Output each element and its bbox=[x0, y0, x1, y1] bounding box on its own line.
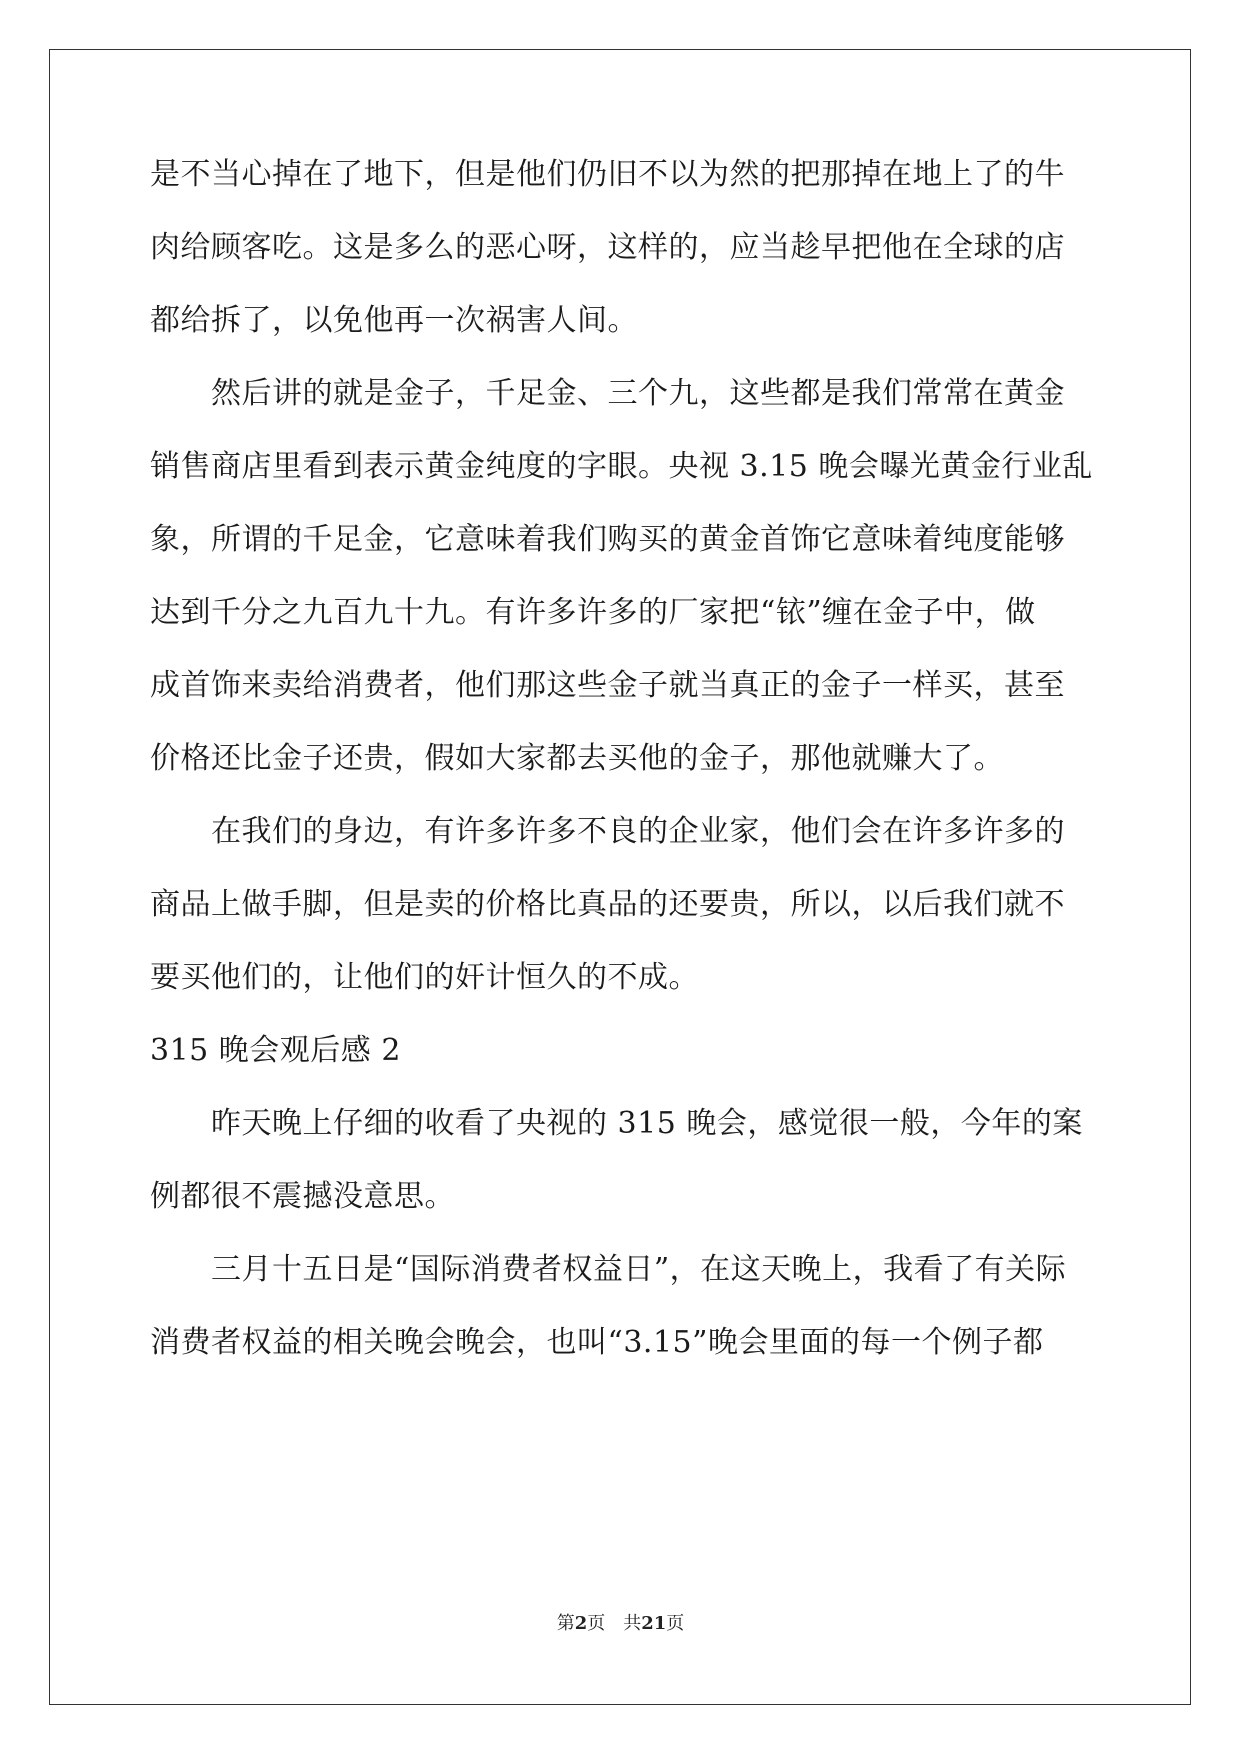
text-line: 昨天晚上仔细的收看了央视的 315 晚会，感觉很一般，今年的案 bbox=[150, 1106, 1083, 1141]
text-line: 肉给顾客吃。这是多么的恶心呀，这样的，应当趁早把他在全球的店 bbox=[150, 230, 1065, 265]
page-footer bbox=[0, 1612, 1241, 1636]
text-line: 三月十五日是“国际消费者权益日”，在这天晚上，我看了有关际 bbox=[150, 1252, 1067, 1287]
text-line: 然后讲的就是金子，千足金、三个九，这些都是我们常常在黄金 bbox=[150, 376, 1065, 411]
text-line: 销售商店里看到表示黄金纯度的字眼。央视 3.15 晚会曝光黄金行业乱 bbox=[150, 449, 1093, 484]
text-line: 要买他们的，让他们的奸计恒久的不成。 bbox=[150, 960, 699, 995]
text-line: 达到千分之九百九十九。有许多许多的厂家把“铱”缠在金子中，做 bbox=[150, 595, 1036, 630]
footer-middle: 页 共 bbox=[587, 1613, 642, 1634]
page-border bbox=[49, 49, 1191, 1705]
text-line: 是不当心掉在了地下，但是他们仍旧不以为然的把那掉在地上了的牛 bbox=[150, 157, 1065, 192]
section-heading: 315 晚会观后感 2 bbox=[150, 1033, 401, 1068]
text-line: 消费者权益的相关晚会晚会，也叫“3.15”晚会里面的每一个例子都 bbox=[150, 1325, 1044, 1360]
text-line: 例都很不震撼没意思。 bbox=[150, 1179, 455, 1214]
text-line: 都给拆了，以免他再一次祸害人间。 bbox=[150, 303, 638, 338]
text-line: 商品上做手脚，但是卖的价格比真品的还要贵，所以，以后我们就不 bbox=[150, 887, 1065, 922]
text-line: 在我们的身边，有许多许多不良的企业家，他们会在许多许多的 bbox=[150, 814, 1065, 849]
total-page-count: 21 bbox=[641, 1613, 667, 1634]
text-line: 成首饰来卖给消费者，他们那这些金子就当真正的金子一样买，甚至 bbox=[150, 668, 1065, 703]
text-line: 象，所谓的千足金，它意味着我们购买的黄金首饰它意味着纯度能够 bbox=[150, 522, 1065, 557]
current-page-number: 2 bbox=[574, 1613, 588, 1634]
footer-prefix: 第 bbox=[556, 1613, 575, 1634]
footer-suffix: 页 bbox=[666, 1613, 685, 1634]
text-line: 价格还比金子还贵，假如大家都去买他的金子，那他就赚大了。 bbox=[150, 741, 1004, 776]
